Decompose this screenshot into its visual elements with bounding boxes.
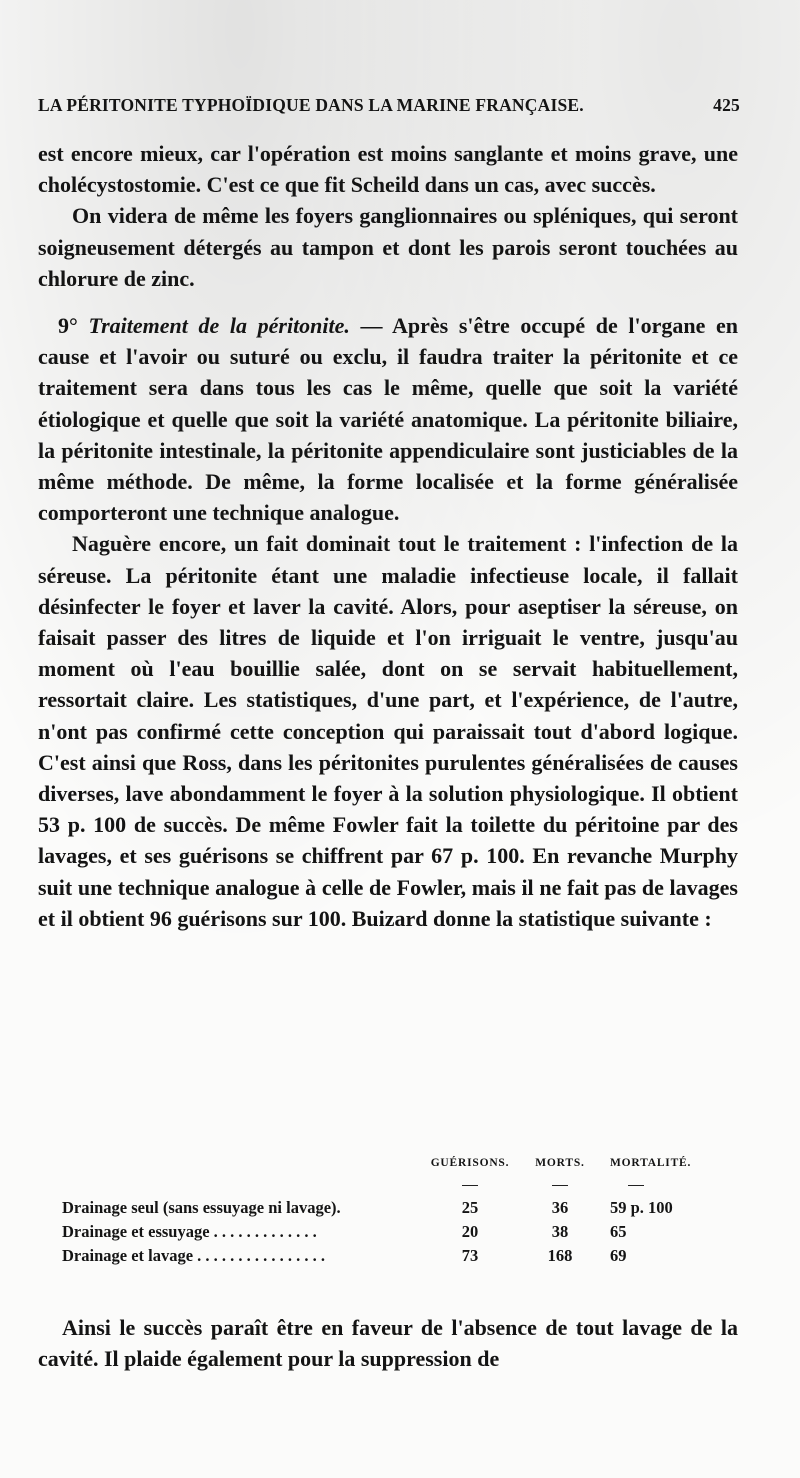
cell-morts: 38 bbox=[551, 1222, 569, 1241]
column-rules bbox=[62, 1174, 742, 1196]
cell-mortalite: 59 p. 100 bbox=[610, 1198, 673, 1217]
section-title: Traitement de la péritonite. bbox=[88, 313, 350, 339]
running-head bbox=[38, 95, 740, 116]
cell-morts: 168 bbox=[547, 1246, 573, 1265]
cell-mortalite: 65 bbox=[610, 1222, 627, 1241]
row-label: Drainage et lavage . . . . . . . . . . . . . . . . bbox=[62, 1246, 326, 1265]
column-rule bbox=[604, 1185, 740, 1186]
column-rule bbox=[516, 1185, 604, 1186]
column-header-morts: MORTS. bbox=[535, 1157, 585, 1169]
paragraph-foyers: On videra de même les foyers ganglionnaires ou spléniques, qui seront soigneusement détergés au tampon et dont les parois seront touchées au chlorure de zinc. bbox=[38, 203, 738, 291]
paragraph-continuation: est encore mieux, car l'opération est moins sanglante et moins grave, une cholécystostomie. C'est ce que fit Scheild dans un cas, avec succès. bbox=[38, 141, 738, 198]
table-row bbox=[62, 1220, 742, 1244]
body-text bbox=[38, 138, 738, 934]
table-row bbox=[62, 1244, 742, 1268]
paragraph-closing: Ainsi le succès paraît être en faveur de l'absence de tout lavage de la cavité. Il plaide également pour la suppression de bbox=[38, 1315, 738, 1372]
rule-line bbox=[628, 1185, 644, 1186]
cell-morts: 36 bbox=[551, 1198, 569, 1217]
page-number: 425 bbox=[713, 95, 740, 115]
rule-line bbox=[462, 1185, 478, 1186]
statistics-table bbox=[62, 1152, 742, 1268]
statistics-table-header bbox=[62, 1152, 742, 1174]
running-title: LA PÉRITONITE TYPHOÏDIQUE DANS LA MARINE FRANÇAISE. bbox=[38, 95, 584, 115]
section-paragraph bbox=[38, 310, 738, 528]
section-text: — Après s'être occupé de l'organe en cause et l'avoir ou suturé ou exclu, il faudra traiter la péritonite et ce traitement sera dans tous les cas le même, quelle que soit la variété étiologique et quelle que soit la variété anatomique. La péritonite biliaire, la péritonite intestinale, la péritonite appendiculaire sont justiciables de la même méthode. De même, la forme localisée et la forme généralisée comporteront une technique analogue. bbox=[38, 313, 738, 526]
cell-guerisons: 25 bbox=[461, 1198, 479, 1217]
section-number: 9° bbox=[58, 313, 78, 339]
row-label: Drainage seul (sans essuyage ni lavage). bbox=[62, 1198, 341, 1217]
cell-mortalite: 69 bbox=[610, 1246, 627, 1265]
column-header-mortalite: MORTALITÉ. bbox=[610, 1157, 692, 1169]
row-label: Drainage et essuyage . . . . . . . . . . . . . bbox=[62, 1222, 317, 1241]
table-row bbox=[62, 1196, 742, 1220]
column-header-guerisons: GUÉRISONS. bbox=[430, 1157, 510, 1169]
column-rule bbox=[424, 1185, 516, 1186]
closing-text bbox=[38, 1312, 738, 1374]
rule-line bbox=[552, 1185, 568, 1186]
cell-guerisons: 73 bbox=[461, 1246, 479, 1265]
cell-guerisons: 20 bbox=[461, 1222, 479, 1241]
paragraph-naguere: Naguère encore, un fait dominait tout le traitement : l'infection de la séreuse. La péritonite étant une maladie infectieuse locale, il fallait désinfecter le foyer et laver la cavité. Alors, pour aseptiser la séreuse, on faisait passer des litres de liquide et l'on irriguait le ventre, jusqu'au moment où l'eau bouillie salée, dont on se servait habituellement, ressortait claire. Les statistiques, d'une part, et l'expérience, de l'autre, n'ont pas confirmé cette conception qui paraissait tout d'abord logique. C'est ainsi que Ross, dans les péritonites purulentes généralisées de causes diverses, lave abondamment le foyer à la solution physiologique. Il obtient 53 p. 100 de succès. De même Fowler fait la toilette du péritoine par des lavages, et ses guérisons se chiffrent par 67 p. 100. En revanche Murphy suit une technique analogue à celle de Fowler, mais il ne fait pas de lavages et il obtient 96 guérisons sur 100. Buizard donne la statistique suivante : bbox=[38, 531, 738, 931]
